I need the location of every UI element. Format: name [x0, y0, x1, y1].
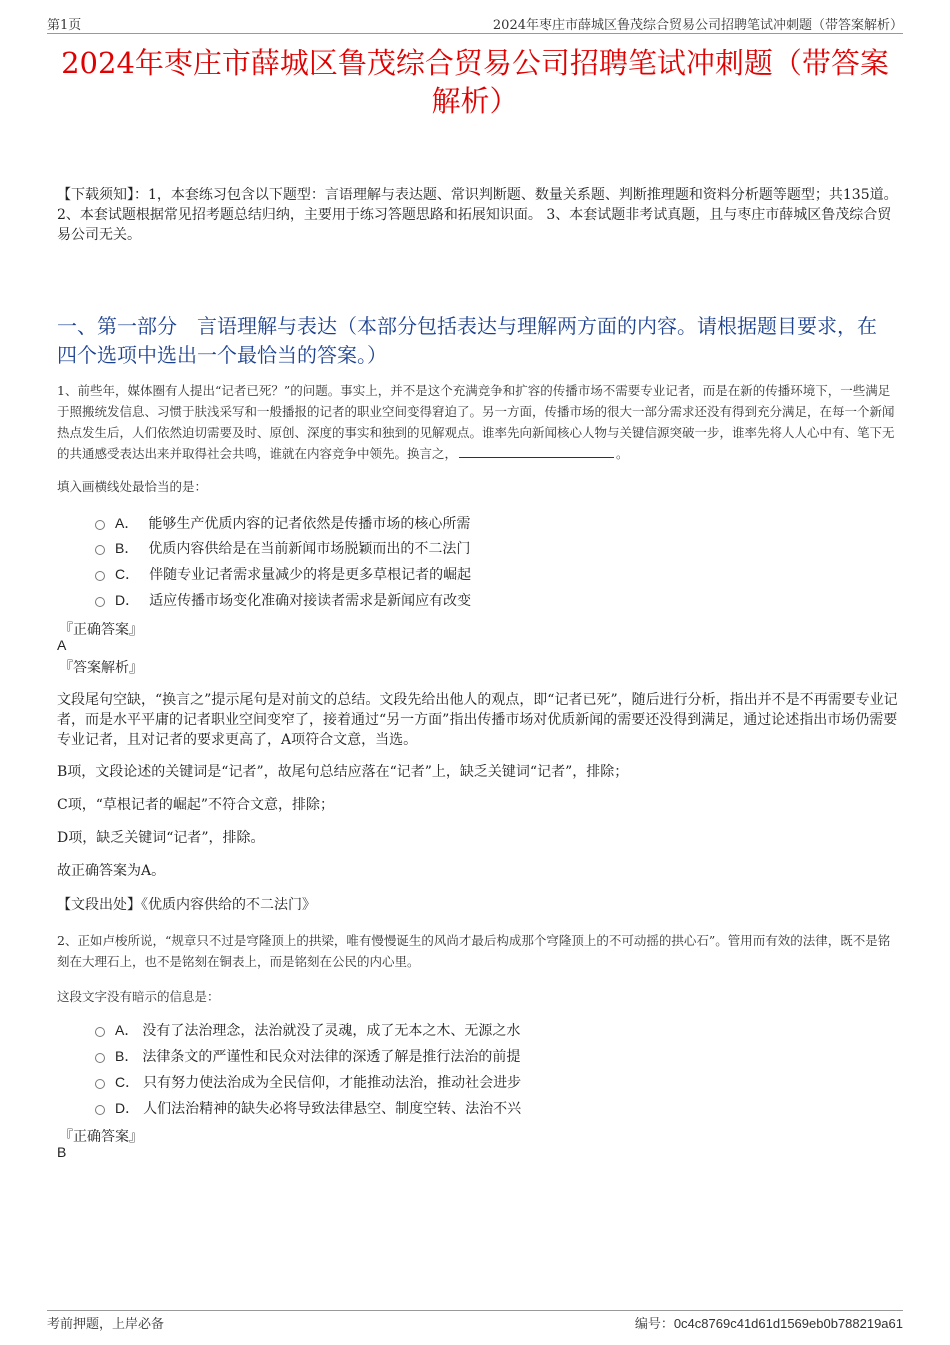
question-1-end: 。 — [616, 446, 629, 461]
question-1-body: 1、前些年，媒体圈有人提出“记者已死？”的问题。事实上，并不是这个充满竞争和扩容的传播市场不需要专业记者，而是在新的传播环境下，一些满足于照搬统发信息、习惯于肤浅采写和一般播报的记者的职业空间变得窘迫了。另一方面，传播市场的很大一部分需求还没有得到充分满足，在每一个新闻热点发生后，人们依然迫切需要及时、原创、深度的事实和独到的见解观点。谁率先向新闻核心人物与关键信源突破一步，谁率先将人人心中有、笔下无的共通感受表达出来并取得社会共鸣，谁就在内容竞争中领先。换言之， — [57, 383, 895, 461]
footer-divider — [47, 1310, 903, 1311]
download-notice: 【下载须知】：1，本套练习包含以下题型：言语理解与表达题、常识判断题、数量关系题、判断推理题和资料分析题等题型；共135道。 2、本套试题根据常见招考题总结归纳，主要用于练习答题思路和拓展知识面。 3、本套试题非考试真题，且与枣庄市薛城区鲁茂综合贸易公司无关。 — [57, 187, 898, 243]
q2-answer-label: 『正确答案』 — [59, 1129, 143, 1145]
question-1-prompt: 填入画横线处最恰当的是： — [57, 479, 208, 494]
radio-icon[interactable] — [95, 597, 105, 607]
q1-answer-label: 『正确答案』 — [59, 622, 143, 638]
radio-icon[interactable] — [95, 1053, 105, 1063]
page-number: 第1页 — [47, 18, 82, 33]
q2-option-a[interactable]: A． 没有了法治理念，法治就没了灵魂，成了无本之木、无源之水 — [95, 1020, 520, 1040]
radio-icon[interactable] — [95, 545, 105, 555]
answer-blank — [459, 445, 614, 458]
q2-option-d[interactable]: D． 人们法治精神的缺失必将导致法律悬空、制度空转、法治不兴 — [95, 1098, 521, 1118]
q1-analysis-c: C项，“草根记者的崛起”不符合文意，排除； — [57, 797, 335, 813]
footer-slogan: 考前押题，上岸必备 — [47, 1317, 165, 1332]
header-divider — [47, 33, 903, 34]
q1-source: 【文段出处】《优质内容供给的不二法门》 — [57, 897, 316, 913]
question-1-text — [57, 380, 900, 464]
section-heading: 一、第一部分 言语理解与表达（本部分包括表达与理解两方面的内容。请根据题目要求，在四个选项中选出一个最恰当的答案。） — [57, 314, 877, 367]
header-doc-title: 2024年枣庄市薛城区鲁茂综合贸易公司招聘笔试冲刺题（带答案解析） — [492, 18, 903, 33]
q1-analysis-conclusion: 故正确答案为A。 — [57, 863, 166, 879]
footer-code-label: 编号： — [634, 1317, 674, 1332]
radio-icon[interactable] — [95, 1027, 105, 1037]
q2-option-b[interactable]: B． 法律条文的严谨性和民众对法律的深透了解是推行法治的前提 — [95, 1046, 520, 1066]
question-2-text: 2、正如卢梭所说，“规章只不过是穹隆顶上的拱梁，唯有慢慢诞生的风尚才最后构成那个穹隆顶上的不可动摇的拱心石”。管用而有效的法律，既不是铭刻在大理石上，也不是铭刻在铜表上，而是铭刻在公民的内心里。 — [57, 933, 891, 969]
q1-analysis-d: D项，缺乏关键词“记者”，排除。 — [57, 830, 265, 846]
q2-answer: B — [57, 1144, 67, 1160]
radio-icon[interactable] — [95, 1105, 105, 1115]
q2-option-c[interactable]: C． 只有努力使法治成为全民信仰，才能推动法治，推动社会进步 — [95, 1072, 521, 1092]
q1-option-d[interactable]: D． 适应传播市场变化准确对接读者需求是新闻应有改变 — [95, 590, 471, 610]
q1-option-a[interactable]: A． 能够生产优质内容的记者依然是传播市场的核心所需 — [95, 513, 470, 533]
q1-option-b[interactable]: B． 优质内容供给是在当前新闻市场脱颖而出的不二法门 — [95, 538, 470, 558]
q1-analysis-label: 『答案解析』 — [59, 660, 143, 676]
q1-option-c[interactable]: C． 伴随专业记者需求量减少的将是更多草根记者的崛起 — [95, 564, 471, 584]
page-title: 2024年枣庄市薛城区鲁茂综合贸易公司招聘笔试冲刺题（带答案解析） — [61, 46, 889, 118]
radio-icon[interactable] — [95, 520, 105, 530]
radio-icon[interactable] — [95, 571, 105, 581]
footer-code-value: 0c4c8769c41d61d1569eb0b788219a61 — [673, 1316, 903, 1331]
radio-icon[interactable] — [95, 1079, 105, 1089]
q1-analysis-b: B项，文段论述的关键词是“记者”，故尾句总结应落在“记者”上，缺乏关键词“记者”，排除； — [57, 764, 629, 780]
q1-analysis-paragraph: 文段尾句空缺，“换言之”提示尾句是对前文的总结。文段先给出他人的观点，即“记者已死”，随后进行分析，指出并不是不再需要专业记者，而是水平平庸的记者职业空间变窄了，接着通过“另一方面”指出传播市场对优质新闻的需要还没得到满足，通过论述指出市场仍需要专业记者，且对记者的要求更高了，A项符合文意，当选。 — [57, 692, 898, 748]
footer-code — [635, 1313, 903, 1332]
q1-answer: A — [57, 637, 67, 653]
question-2-prompt: 这段文字没有暗示的信息是： — [57, 989, 220, 1004]
